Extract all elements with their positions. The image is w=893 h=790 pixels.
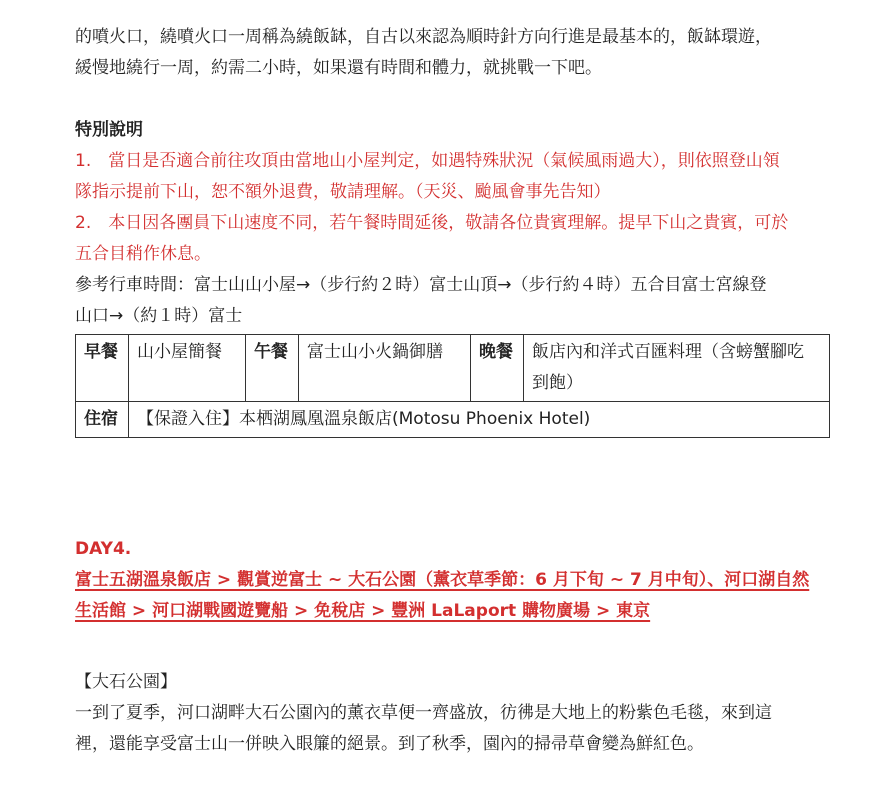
- park-line-2: 裡，還能享受富士山一併映入眼簾的絕景。到了秋季，園內的掃帚草會變為鮮紅色。: [75, 734, 704, 754]
- park-line-1: 一到了夏季，河口湖畔大石公園內的薰衣草便一齊盛放，彷彿是大地上的粉紫色毛毯，來到這: [75, 703, 772, 723]
- lodging-label: 住宿: [76, 402, 129, 438]
- breakfast-value: 山小屋簡餐: [129, 335, 246, 402]
- meal-table: [75, 334, 830, 438]
- day4-route-line-1: 富士五湖溫泉飯店 > 觀賞逆富士 ~ 大石公園（薰衣草季節：6 月下旬 ~ 7 月中旬）、河口湖自然: [75, 570, 810, 590]
- dinner-value: [524, 335, 830, 402]
- note-2-line-1: 2. 本日因各團員下山速度不同，若午餐時間延後，敬請各位貴賓理解。提早下山之貴賓，可於: [75, 213, 789, 233]
- intro-line-1: 的噴火口，繞噴火口一周稱為繞飯缽，自古以來認為順時針方向行進是最基本的，飯缽環遊，: [75, 27, 772, 47]
- breakfast-label: 早餐: [76, 335, 129, 402]
- note-1-line-1: 1. 當日是否適合前往攻頂由當地山小屋判定，如遇特殊狀況（氣候風雨過大），則依照登山領: [75, 151, 780, 171]
- lodging-value: 【保證入住】本栖湖鳳凰溫泉飯店(Motosu Phoenix Hotel): [129, 402, 830, 438]
- note-1-line-2: 隊指示提前下山，恕不額外退費，敬請理解。（天災、颱風會事先告知）: [75, 182, 611, 202]
- dinner-label: 晚餐: [471, 335, 524, 402]
- intro-line-2: 緩慢地繞行一周，約需二小時，如果還有時間和體力，就挑戰一下吧。: [75, 58, 602, 78]
- notes-heading: 特別說明: [75, 120, 143, 140]
- meal-row: [76, 335, 830, 402]
- dinner-value-line-2: 到飽）: [532, 373, 583, 393]
- dinner-value-line-1: 飯店內和洋式百匯料理（含螃蟹腳吃: [532, 342, 804, 362]
- note-2-line-2: 五合目稍作休息。: [75, 244, 211, 264]
- lunch-label: 午餐: [246, 335, 299, 402]
- day4-route-line-2: 生活館 > 河口湖戰國遊覽船 > 免稅店 > 豐洲 LaLaport 購物廣場 > 東京: [75, 601, 651, 621]
- park-heading: 【大石公園】: [75, 672, 177, 692]
- schedule-line-2: 山口→（約１時）富士: [75, 306, 243, 326]
- document-page: [75, 22, 835, 760]
- day4-title: DAY4.: [75, 539, 132, 559]
- schedule-line-1: 參考行車時間：富士山山小屋→（步行約２時）富士山頂→（步行約４時）五合目富士宮線登: [75, 275, 767, 295]
- lodging-row: [76, 402, 830, 438]
- lunch-value: 富士山小火鍋御膳: [299, 335, 471, 402]
